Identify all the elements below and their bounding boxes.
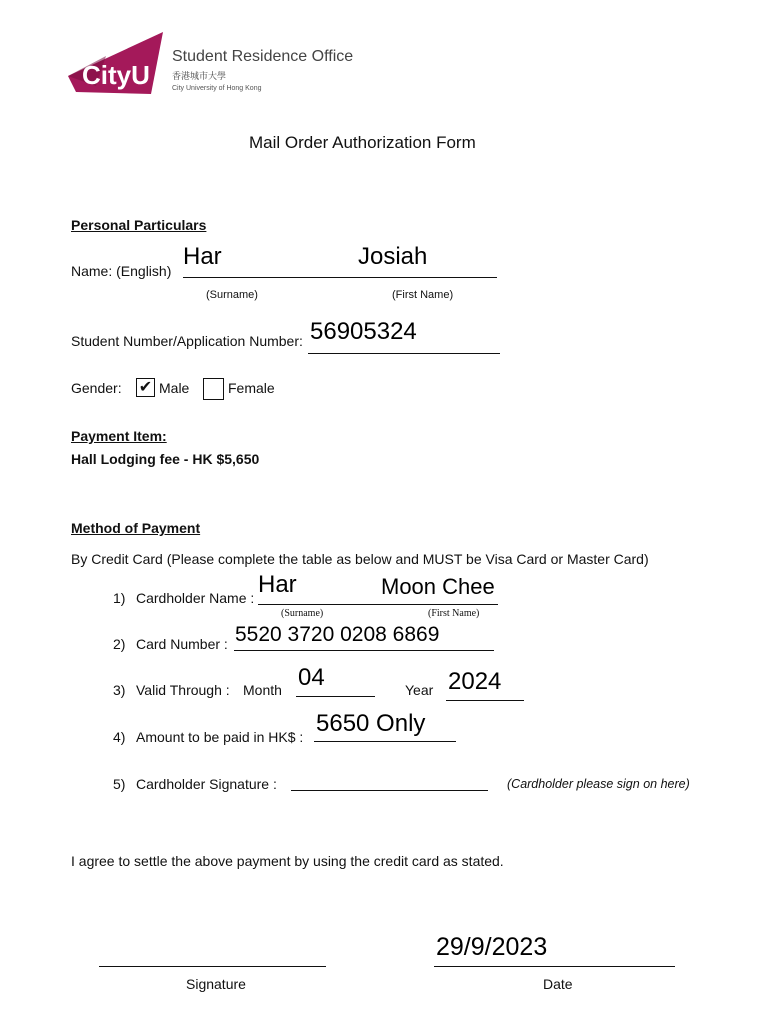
payment-item-description: Hall Lodging fee - HK $5,650 <box>71 451 260 467</box>
name-label: Name: (English) <box>71 263 172 279</box>
signature-label: Signature <box>186 976 246 992</box>
date-line <box>434 966 675 967</box>
female-checkbox[interactable] <box>203 378 224 400</box>
date-value: 29/9/2023 <box>436 933 548 961</box>
check-mark-icon: ✔ <box>138 379 153 396</box>
item-number-1: 1) <box>113 590 126 606</box>
month-value: 04 <box>298 664 325 691</box>
year-label: Year <box>405 682 434 698</box>
method-heading: Method of Payment <box>71 520 201 536</box>
month-label: Month <box>243 682 282 698</box>
university-chinese: 香港城市大學 <box>172 72 227 82</box>
method-instruction: By Credit Card (Please complete the table as below and MUST be Visa Card or Master Card) <box>71 551 649 567</box>
month-line <box>296 696 375 697</box>
year-value: 2024 <box>448 668 502 695</box>
signature-line[interactable] <box>99 966 326 967</box>
agreement-text: I agree to settle the above payment by using the credit card as stated. <box>71 853 504 869</box>
personal-heading: Personal Particulars <box>71 217 207 233</box>
university-english: City University of Hong Kong <box>172 85 262 92</box>
student-number-label: Student Number/Application Number: <box>71 333 303 349</box>
card-number-value: 5520 3720 0208 6869 <box>235 623 440 646</box>
cardholder-signature-label: Cardholder Signature : <box>136 776 277 792</box>
item-number-5: 5) <box>113 776 126 792</box>
cardholder-signature-line[interactable] <box>291 790 488 791</box>
cardholder-first-name-value: Moon Chee <box>381 574 495 599</box>
form-title: Mail Order Authorization Form <box>249 133 476 152</box>
first-name-caption: (First Name) <box>392 289 454 301</box>
cardholder-first-name-caption: (First Name) <box>428 608 480 619</box>
card-number-line <box>234 650 494 651</box>
office-name: Student Residence Office <box>172 48 354 65</box>
item-number-2: 2) <box>113 636 126 652</box>
logo-text: CityU <box>82 60 150 90</box>
surname-caption: (Surname) <box>206 289 258 301</box>
cityu-logo-mark <box>66 26 166 98</box>
amount-line <box>314 741 456 742</box>
male-checkbox[interactable] <box>136 378 155 397</box>
cardholder-name-line <box>258 604 498 605</box>
payment-item-heading: Payment Item: <box>71 428 167 444</box>
name-line <box>183 277 497 278</box>
cardholder-name-label: Cardholder Name : <box>136 590 255 606</box>
item-number-3: 3) <box>113 682 126 698</box>
first-name-value: Josiah <box>358 243 428 270</box>
cardholder-surname-caption: (Surname) <box>281 608 324 619</box>
student-number-line <box>308 353 500 354</box>
female-label: Female <box>228 380 275 396</box>
surname-value: Har <box>183 243 222 270</box>
year-line <box>446 700 524 701</box>
cardholder-surname-value: Har <box>258 571 297 598</box>
item-number-4: 4) <box>113 729 126 745</box>
student-number-value: 56905324 <box>310 318 417 345</box>
amount-label: Amount to be paid in HK$ : <box>136 729 304 745</box>
amount-value: 5650 Only <box>316 710 426 737</box>
card-number-label: Card Number : <box>136 636 228 652</box>
cityu-logo <box>66 26 354 98</box>
male-label: Male <box>159 380 190 396</box>
gender-label: Gender: <box>71 380 122 396</box>
date-label: Date <box>543 976 573 992</box>
valid-through-label: Valid Through : <box>136 682 230 698</box>
signature-note: (Cardholder please sign on here) <box>507 777 690 791</box>
